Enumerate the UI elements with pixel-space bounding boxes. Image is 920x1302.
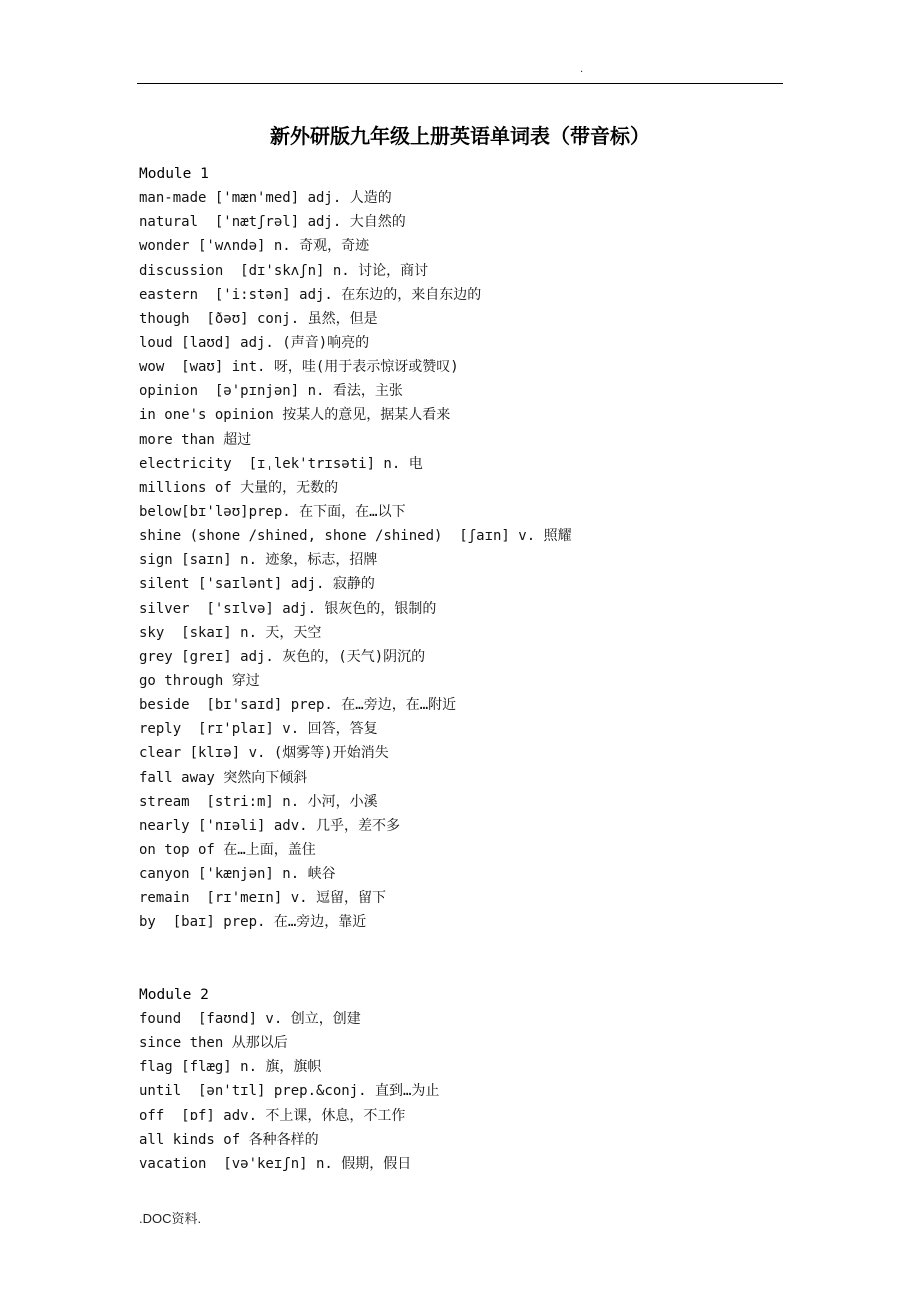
vocab-entry: vacation [və'keɪʃn] n. 假期，假日 [139,1155,412,1172]
vocab-entry: flag [flæg] n. 旗，旗帜 [139,1059,322,1076]
vocab-entry: eastern ['i:stən] adj. 在东边的，来自东边的 [139,286,482,303]
vocab-entry: loud [laʊd] adj. (声音)响亮的 [139,334,370,351]
vocab-entry: all kinds of 各种各样的 [139,1131,319,1148]
footer-text: .DOC资料. [139,1211,202,1226]
vocab-entry: canyon ['kænjən] n. 峡谷 [139,866,336,883]
vocab-entry: though [ðəʊ] conj. 虽然，但是 [139,310,378,327]
vocab-entry: beside [bɪ'saɪd] prep. 在…旁边，在…附近 [139,697,457,714]
vocab-entry: millions of 大量的，无数的 [139,479,339,496]
vocab-entry: until [ən'tɪl] prep.&conj. 直到…为止 [139,1083,440,1100]
vocab-entry: on top of 在…上面，盖住 [139,841,316,858]
vocab-entry: man-made ['mæn'med] adj. 人造的 [139,190,392,207]
header-mark: . [580,64,584,75]
vocab-entry: go through 穿过 [139,672,260,689]
vocab-entry: opinion [ə'pɪnjən] n. 看法，主张 [139,383,403,400]
vocab-entry: reply [rɪ'plaɪ] v. 回答，答复 [139,721,378,738]
vocab-entry: fall away 突然向下倾斜 [139,769,308,786]
vocab-entry: shine (shone /shined, shone /shined) [ʃaɪn] v. 照耀 [139,528,572,545]
vocab-entry: stream [stri:m] n. 小河，小溪 [139,793,378,810]
vocab-entry: by [baɪ] prep. 在…旁边，靠近 [139,914,367,931]
vocab-entry: silent ['saɪlənt] adj. 寂静的 [139,576,375,593]
module-heading: Module 1 [139,166,209,182]
vocab-entry: clear [klɪə] v. (烟雾等)开始消失 [139,745,389,762]
vocab-entry: sky [skaɪ] n. 天，天空 [139,624,322,641]
module-heading: Module 2 [139,986,209,1003]
vocab-entry: sign [saɪn] n. 迹象，标志，招牌 [139,552,378,569]
vocab-entry: found [faʊnd] v. 创立，创建 [139,1010,361,1027]
vocab-entry: wow [waʊ] int. 呀，哇(用于表示惊讶或赞叹) [139,359,459,376]
header-rule [137,83,783,84]
vocab-entry: silver ['sɪlvə] adj. 银灰色的，银制的 [139,600,437,617]
vocab-entry: discussion [dɪ'skʌʃn] n. 讨论，商讨 [139,262,429,279]
document-title: 新外研版九年级上册英语单词表（带音标） [270,124,650,148]
vocab-entry: off [ɒf] adv. 不上课，休息，不工作 [139,1107,406,1124]
vocabulary-list [139,162,779,1176]
module-spacer [139,935,779,983]
vocab-entry: natural ['nætʃrəl] adj. 大自然的 [139,214,406,231]
vocab-entry: electricity [ɪˌlek'trɪsəti] n. 电 [139,455,423,472]
vocab-entry: grey [greɪ] adj. 灰色的，(天气)阴沉的 [139,648,426,665]
vocab-entry: below[bɪ'ləʊ]prep. 在下面，在…以下 [139,503,406,520]
vocab-entry: in one's opinion 按某人的意见，据某人看来 [139,407,451,424]
vocab-entry: more than 超过 [139,431,252,448]
vocab-entry: wonder ['wʌndə] n. 奇观，奇迹 [139,238,370,255]
vocab-entry: nearly ['nɪəli] adv. 几乎，差不多 [139,817,401,834]
vocab-entry: remain [rɪ'meɪn] v. 逗留，留下 [139,890,387,907]
vocab-entry: since then 从那以后 [139,1035,288,1052]
